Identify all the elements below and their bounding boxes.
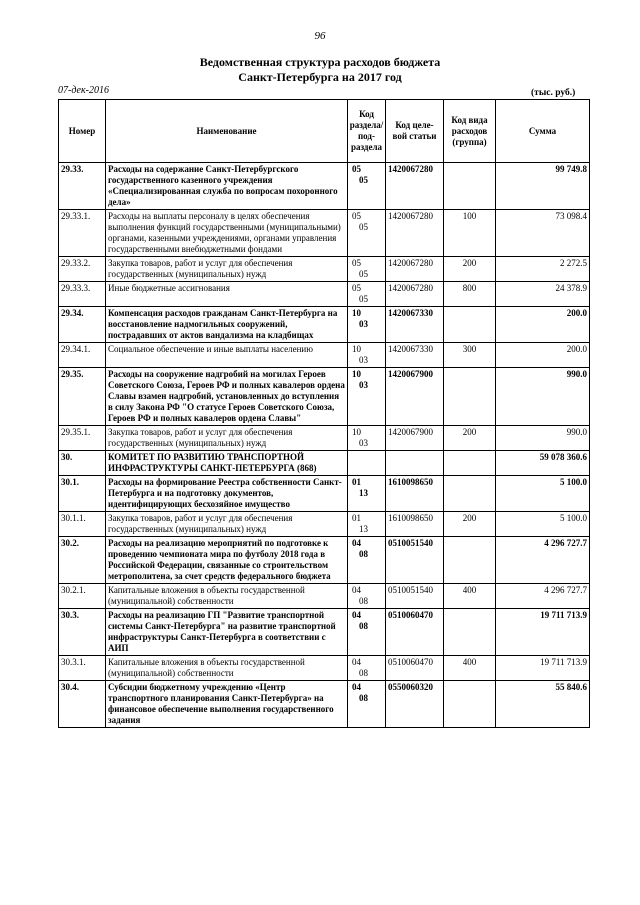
table-row — [59, 426, 590, 451]
row-article-code: 1420067280 — [386, 210, 444, 257]
row-sum: 990.0 — [496, 368, 590, 426]
subsection-code: 05 — [359, 269, 368, 279]
row-expense-type: 300 — [444, 343, 496, 368]
section-code: 04 — [352, 657, 361, 667]
section-code: 04 — [352, 585, 361, 595]
document-date: 07-дек-2016 — [58, 85, 109, 96]
row-name: Капитальные вложения в объекты государственной (муниципальной) собственности — [106, 656, 348, 681]
row-name: Расходы на формирование Реестра собственности Санкт-Петербурга и на подготовку документов, идентифицирующих бесхозяйное имущество — [106, 476, 348, 512]
row-section-code — [348, 476, 386, 512]
table-row — [59, 537, 590, 584]
row-article-code: 1420067330 — [386, 307, 444, 343]
row-name: Социальное обеспечение и иные выплаты населению — [106, 343, 348, 368]
table-row — [59, 343, 590, 368]
row-number: 29.33.3. — [59, 282, 106, 307]
row-number: 29.35. — [59, 368, 106, 426]
row-expense-type — [444, 368, 496, 426]
row-expense-type — [444, 451, 496, 476]
row-section-code — [348, 584, 386, 609]
row-article-code: 1420067330 — [386, 343, 444, 368]
section-code: 04 — [352, 538, 361, 548]
row-sum: 24 378.9 — [496, 282, 590, 307]
row-section-code — [348, 210, 386, 257]
row-sum: 73 098.4 — [496, 210, 590, 257]
row-article-code: 0550060320 — [386, 681, 444, 728]
header-name: Наименование — [106, 100, 348, 163]
row-number: 29.34. — [59, 307, 106, 343]
row-number: 30.2. — [59, 537, 106, 584]
row-section-code — [348, 656, 386, 681]
row-name: Компенсация расходов гражданам Санкт-Петербурга на восстановление надмогильных сооружений, пострадавших от актов вандализма на кладбищах — [106, 307, 348, 343]
table-header-row — [59, 100, 590, 163]
row-section-code — [348, 282, 386, 307]
table-row — [59, 681, 590, 728]
row-section-code — [348, 368, 386, 426]
row-expense-type — [444, 163, 496, 210]
table-row — [59, 163, 590, 210]
subsection-code: 08 — [359, 668, 368, 678]
row-sum: 4 296 727.7 — [496, 584, 590, 609]
row-section-code — [348, 307, 386, 343]
row-number: 30.3. — [59, 609, 106, 656]
row-sum: 59 078 360.6 — [496, 451, 590, 476]
row-sum: 990.0 — [496, 426, 590, 451]
row-number: 29.33.2. — [59, 257, 106, 282]
section-code: 10 — [352, 369, 361, 379]
page-number: 96 — [314, 30, 326, 42]
row-name: Закупка товаров, работ и услуг для обеспечения государственных (муниципальных) нужд — [106, 512, 348, 537]
subsection-code: 05 — [359, 175, 368, 185]
row-sum: 2 272.5 — [496, 257, 590, 282]
row-expense-type — [444, 537, 496, 584]
row-section-code — [348, 537, 386, 584]
row-section-code — [348, 681, 386, 728]
row-section-code — [348, 451, 386, 476]
table-row — [59, 584, 590, 609]
row-expense-type — [444, 609, 496, 656]
table-row — [59, 512, 590, 537]
section-code: 04 — [352, 682, 361, 692]
row-sum: 19 711 713.9 — [496, 609, 590, 656]
subsection-code: 08 — [359, 549, 368, 559]
table-row — [59, 307, 590, 343]
budget-table — [58, 99, 590, 728]
row-article-code: 1420067280 — [386, 257, 444, 282]
table-row — [59, 282, 590, 307]
subsection-code: 13 — [359, 524, 368, 534]
subsection-code: 05 — [359, 294, 368, 304]
header-section: Код раздела/ под- раздела — [348, 100, 386, 163]
row-article-code: 0510060470 — [386, 609, 444, 656]
table-row — [59, 368, 590, 426]
row-article-code: 1420067900 — [386, 426, 444, 451]
row-number: 29.34.1. — [59, 343, 106, 368]
row-expense-type: 200 — [444, 426, 496, 451]
row-article-code: 1610098650 — [386, 512, 444, 537]
row-expense-type: 200 — [444, 512, 496, 537]
row-name: Иные бюджетные ассигнования — [106, 282, 348, 307]
row-name: Субсидии бюджетному учреждению «Центр транспортного планирования Санкт-Петербурга» на финансовое обеспечение выполнения государственного задания — [106, 681, 348, 728]
row-sum: 200.0 — [496, 343, 590, 368]
row-sum: 200.0 — [496, 307, 590, 343]
title-line-1: Ведомственная структура расходов бюджета — [199, 55, 441, 69]
row-sum: 99 749.8 — [496, 163, 590, 210]
section-code: 04 — [352, 610, 361, 620]
row-number: 30. — [59, 451, 106, 476]
subsection-code: 03 — [359, 319, 368, 329]
row-expense-type — [444, 476, 496, 512]
row-expense-type: 200 — [444, 257, 496, 282]
row-name: Расходы на сооружение надгробий на могилах Героев Советского Союза, Героев РФ и полных кавалеров ордена Славы взамен надгробий, установленных до вступления в силу Закона РФ "О статусе Героев Советского Союза, Героев РФ и полных кавалеров ордена Славы" — [106, 368, 348, 426]
row-section-code — [348, 343, 386, 368]
table-row — [59, 656, 590, 681]
row-sum: 19 711 713.9 — [496, 656, 590, 681]
row-sum: 5 100.0 — [496, 476, 590, 512]
row-name: Расходы на содержание Санкт-Петербургского государственного казенного учреждения «Специализированная служба по вопросам похоронного дела» — [106, 163, 348, 210]
table-body — [59, 163, 590, 728]
subsection-code: 08 — [359, 596, 368, 606]
row-number: 29.33. — [59, 163, 106, 210]
row-article-code: 1420067280 — [386, 163, 444, 210]
table-row — [59, 451, 590, 476]
subsection-code: 08 — [359, 621, 368, 631]
subsection-code: 08 — [359, 693, 368, 703]
subsection-code: 03 — [359, 355, 368, 365]
row-number: 30.1. — [59, 476, 106, 512]
row-section-code — [348, 609, 386, 656]
section-code: 05 — [352, 211, 361, 221]
header-expense-type: Код вида расходов (группа) — [444, 100, 496, 163]
row-expense-type: 100 — [444, 210, 496, 257]
row-article-code: 0510060470 — [386, 656, 444, 681]
subsection-code: 13 — [359, 488, 368, 498]
row-expense-type — [444, 307, 496, 343]
row-expense-type: 800 — [444, 282, 496, 307]
section-code: 10 — [352, 344, 361, 354]
header-sum: Сумма — [496, 100, 590, 163]
section-code: 05 — [352, 164, 361, 174]
section-code: 10 — [352, 308, 361, 318]
section-code: 01 — [352, 477, 361, 487]
row-name: Расходы на реализацию мероприятий по подготовке к проведению чемпионата мира по футболу 2018 года в Российской Федерации, связанные со строительством метрополитена, за счет средств федерального бюджета — [106, 537, 348, 584]
table-row — [59, 609, 590, 656]
subsection-code: 03 — [359, 438, 368, 448]
row-name: КОМИТЕТ ПО РАЗВИТИЮ ТРАНСПОРТНОЙ ИНФРАСТРУКТУРЫ САНКТ-ПЕТЕРБУРГА (868) — [106, 451, 348, 476]
subsection-code: 05 — [359, 222, 368, 232]
title-line-2: Санкт-Петербурга на 2017 год — [238, 70, 402, 84]
row-article-code — [386, 451, 444, 476]
row-expense-type: 400 — [444, 656, 496, 681]
row-number: 30.4. — [59, 681, 106, 728]
row-name: Закупка товаров, работ и услуг для обеспечения государственных (муниципальных) нужд — [106, 426, 348, 451]
row-name: Расходы на реализацию ГП "Развитие транспортной системы Санкт-Петербурга" на развитие транспортной инфраструктуры Санкт-Петербурга в соответствии с АИП — [106, 609, 348, 656]
row-number: 29.35.1. — [59, 426, 106, 451]
subsection-code: 03 — [359, 380, 368, 390]
row-sum: 5 100.0 — [496, 512, 590, 537]
section-code: 05 — [352, 258, 361, 268]
row-name: Капитальные вложения в объекты государственной (муниципальной) собственности — [106, 584, 348, 609]
row-name: Расходы на выплаты персоналу в целях обеспечения выполнения функций государственными (муниципальными) органами, казенными учреждениями, органами управления государственными внебюджетными фондами — [106, 210, 348, 257]
header-article: Код целе- вой статьи — [386, 100, 444, 163]
row-article-code: 1420067900 — [386, 368, 444, 426]
row-article-code: 1420067280 — [386, 282, 444, 307]
units-label: (тыс. руб.) — [531, 88, 576, 98]
row-section-code — [348, 163, 386, 210]
row-article-code: 0510051540 — [386, 584, 444, 609]
row-number: 30.1.1. — [59, 512, 106, 537]
section-code: 10 — [352, 427, 361, 437]
row-expense-type: 400 — [444, 584, 496, 609]
row-number: 30.2.1. — [59, 584, 106, 609]
table-row — [59, 476, 590, 512]
section-code: 05 — [352, 283, 361, 293]
section-code: 01 — [352, 513, 361, 523]
row-expense-type — [444, 681, 496, 728]
row-number: 30.3.1. — [59, 656, 106, 681]
table-row — [59, 210, 590, 257]
row-sum: 4 296 727.7 — [496, 537, 590, 584]
row-section-code — [348, 512, 386, 537]
header-num: Номер — [59, 100, 106, 163]
row-article-code: 1610098650 — [386, 476, 444, 512]
row-name: Закупка товаров, работ и услуг для обеспечения государственных (муниципальных) нужд — [106, 257, 348, 282]
table-row — [59, 257, 590, 282]
row-sum: 55 840.6 — [496, 681, 590, 728]
row-section-code — [348, 257, 386, 282]
row-section-code — [348, 426, 386, 451]
row-article-code: 0510051540 — [386, 537, 444, 584]
row-number: 29.33.1. — [59, 210, 106, 257]
document-title — [0, 55, 640, 85]
